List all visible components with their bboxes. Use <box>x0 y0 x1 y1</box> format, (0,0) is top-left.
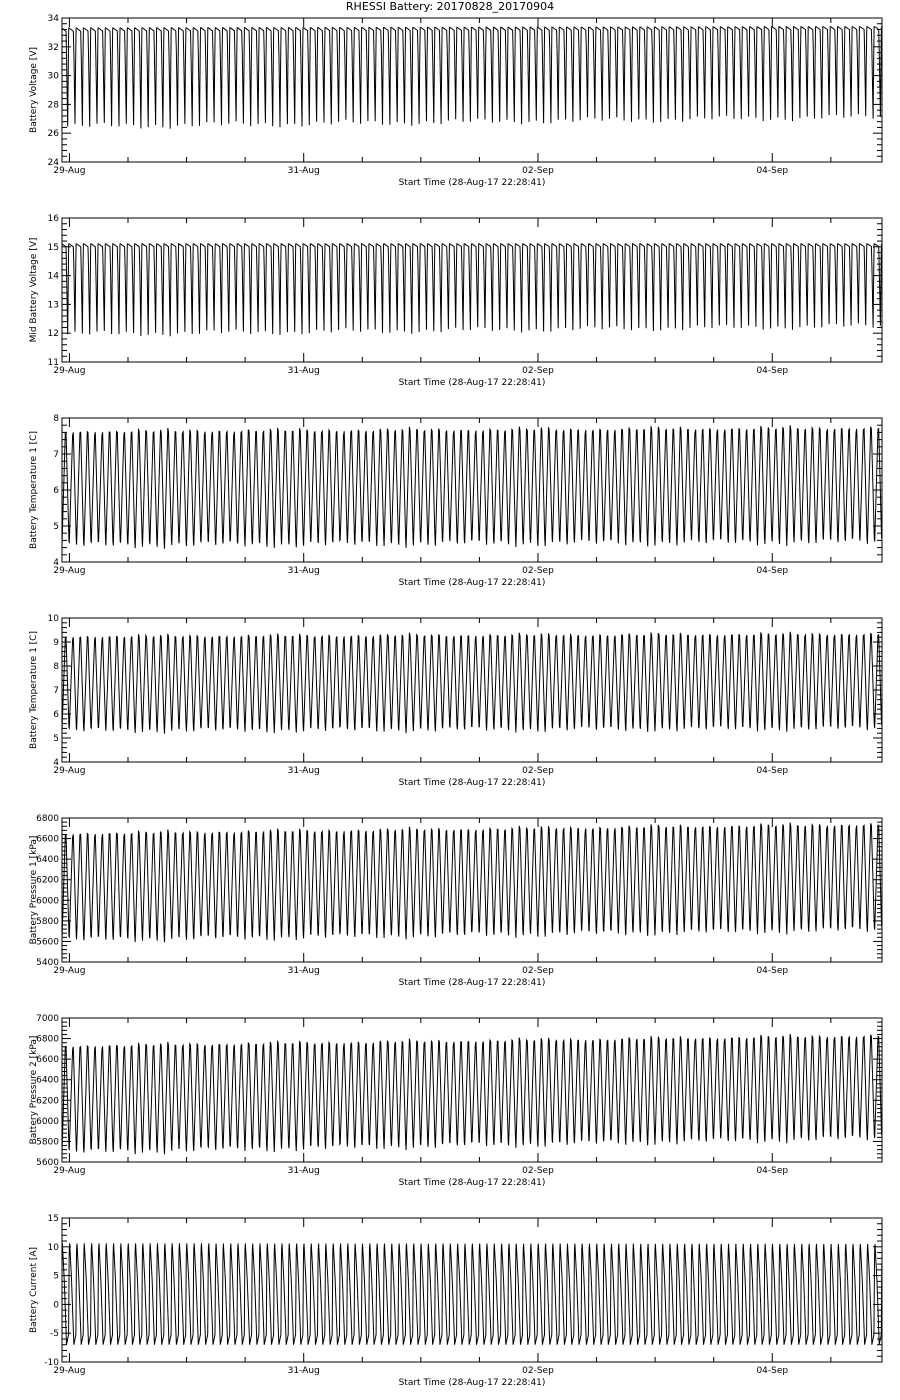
x-tick-label: 02-Sep <box>522 1166 554 1176</box>
y-tick-label: 34 <box>47 14 59 24</box>
x-tick-label: 04-Sep <box>756 1366 789 1376</box>
figure-title: RHESSI Battery: 20170828_20170904 <box>345 0 555 13</box>
y-tick-label: 24 <box>47 158 59 168</box>
x-tick-label: 04-Sep <box>756 1166 789 1176</box>
x-tick-label: 29-Aug <box>53 966 86 976</box>
y-tick-label: 6200 <box>36 875 59 886</box>
y-tick-label: 8 <box>53 662 59 672</box>
y-tick-label: 16 <box>47 214 59 224</box>
x-axis-label: Start Time (28-Aug-17 22:28:41) <box>398 1178 546 1188</box>
x-axis-label: Start Time (28-Aug-17 22:28:41) <box>398 178 546 188</box>
x-tick-label: 02-Sep <box>522 966 554 976</box>
y-tick-label: -5 <box>50 1329 59 1340</box>
y-tick-label: 8 <box>53 414 59 424</box>
y-tick-label: 7 <box>53 450 59 460</box>
y-tick-label: 5 <box>53 734 59 744</box>
series-line <box>62 425 882 548</box>
x-axis-label: Start Time (28-Aug-17 22:28:41) <box>398 978 546 988</box>
y-tick-label: 6400 <box>36 1075 59 1086</box>
y-tick-label: 9 <box>53 638 59 648</box>
y-tick-label: 10 <box>47 614 59 624</box>
y-axis-label: Battery Pressure 1 [kPa] <box>29 835 39 945</box>
y-tick-label: 6600 <box>36 1055 59 1066</box>
y-tick-label: 28 <box>47 100 59 111</box>
x-axis-label: Start Time (28-Aug-17 22:28:41) <box>398 778 546 788</box>
y-tick-label: 5600 <box>36 937 59 948</box>
x-tick-label: 04-Sep <box>756 766 789 776</box>
x-tick-label: 29-Aug <box>53 366 86 376</box>
y-tick-label: 7 <box>53 686 59 696</box>
y-tick-label: 6600 <box>36 834 59 845</box>
series-line <box>62 632 882 734</box>
y-tick-label: 4 <box>53 558 59 568</box>
y-tick-label: 15 <box>47 1214 59 1224</box>
x-tick-label: 29-Aug <box>53 1166 86 1176</box>
series-line <box>62 1243 882 1344</box>
x-tick-label: 31-Aug <box>287 566 320 576</box>
y-tick-label: 6 <box>53 486 59 496</box>
series-line <box>62 823 882 943</box>
y-tick-label: 0 <box>53 1300 59 1311</box>
series-line <box>62 244 881 336</box>
x-tick-label: 02-Sep <box>522 766 554 776</box>
x-tick-label: 31-Aug <box>287 166 320 176</box>
series-line <box>62 1034 882 1154</box>
y-tick-label: 5800 <box>36 916 59 927</box>
y-tick-label: 6200 <box>36 1096 59 1107</box>
y-tick-label: -10 <box>44 1358 59 1368</box>
x-tick-label: 02-Sep <box>522 366 554 376</box>
x-tick-label: 31-Aug <box>287 766 320 776</box>
y-axis-label: Battery Temperature 1 [C] <box>29 631 39 749</box>
y-tick-label: 14 <box>47 271 59 282</box>
x-tick-label: 04-Sep <box>756 166 789 176</box>
y-tick-label: 6 <box>53 710 59 720</box>
series-line <box>62 27 881 129</box>
y-tick-label: 10 <box>47 1242 59 1253</box>
y-tick-label: 26 <box>47 129 59 140</box>
x-tick-label: 04-Sep <box>756 366 789 376</box>
y-tick-label: 15 <box>47 242 59 253</box>
y-tick-label: 6400 <box>36 855 59 866</box>
y-tick-label: 32 <box>47 42 59 53</box>
x-tick-label: 29-Aug <box>53 766 86 776</box>
y-tick-label: 4 <box>53 758 59 768</box>
y-tick-label: 6000 <box>36 896 59 907</box>
y-tick-label: 11 <box>47 358 59 368</box>
x-tick-label: 02-Sep <box>522 566 554 576</box>
y-axis-label: Battery Current [A] <box>29 1246 39 1334</box>
x-tick-label: 31-Aug <box>287 1166 320 1176</box>
y-tick-label: 5600 <box>36 1158 59 1168</box>
x-tick-label: 29-Aug <box>53 166 86 176</box>
y-axis-label: Battery Temperature 1 [C] <box>29 431 39 549</box>
y-axis-label: Battery Pressure 2 [kPa] <box>29 1035 39 1145</box>
y-tick-label: 6800 <box>36 1034 59 1045</box>
y-tick-label: 5 <box>53 1271 59 1282</box>
y-axis-label: Battery Voltage [V] <box>29 47 39 133</box>
y-tick-label: 12 <box>47 329 59 340</box>
x-tick-label: 02-Sep <box>522 166 554 176</box>
x-tick-label: 04-Sep <box>756 966 789 976</box>
y-tick-label: 5400 <box>36 958 59 968</box>
y-tick-label: 6000 <box>36 1116 59 1127</box>
x-tick-label: 31-Aug <box>287 966 320 976</box>
x-axis-label: Start Time (28-Aug-17 22:28:41) <box>398 578 546 588</box>
x-tick-label: 31-Aug <box>287 1366 320 1376</box>
x-axis-label: Start Time (28-Aug-17 22:28:41) <box>398 378 546 388</box>
x-tick-label: 29-Aug <box>53 1366 86 1376</box>
y-tick-label: 5800 <box>36 1137 59 1148</box>
x-tick-label: 04-Sep <box>756 566 789 576</box>
x-tick-label: 31-Aug <box>287 366 320 376</box>
y-tick-label: 7000 <box>36 1014 59 1024</box>
y-tick-label: 30 <box>47 71 59 82</box>
y-tick-label: 5 <box>53 522 59 532</box>
x-axis-label: Start Time (28-Aug-17 22:28:41) <box>398 1378 546 1388</box>
x-tick-label: 29-Aug <box>53 566 86 576</box>
x-tick-label: 02-Sep <box>522 1366 554 1376</box>
y-tick-label: 6800 <box>36 814 59 824</box>
y-axis-label: Mid Battery Voltage [V] <box>29 237 39 343</box>
y-tick-label: 13 <box>47 300 59 311</box>
